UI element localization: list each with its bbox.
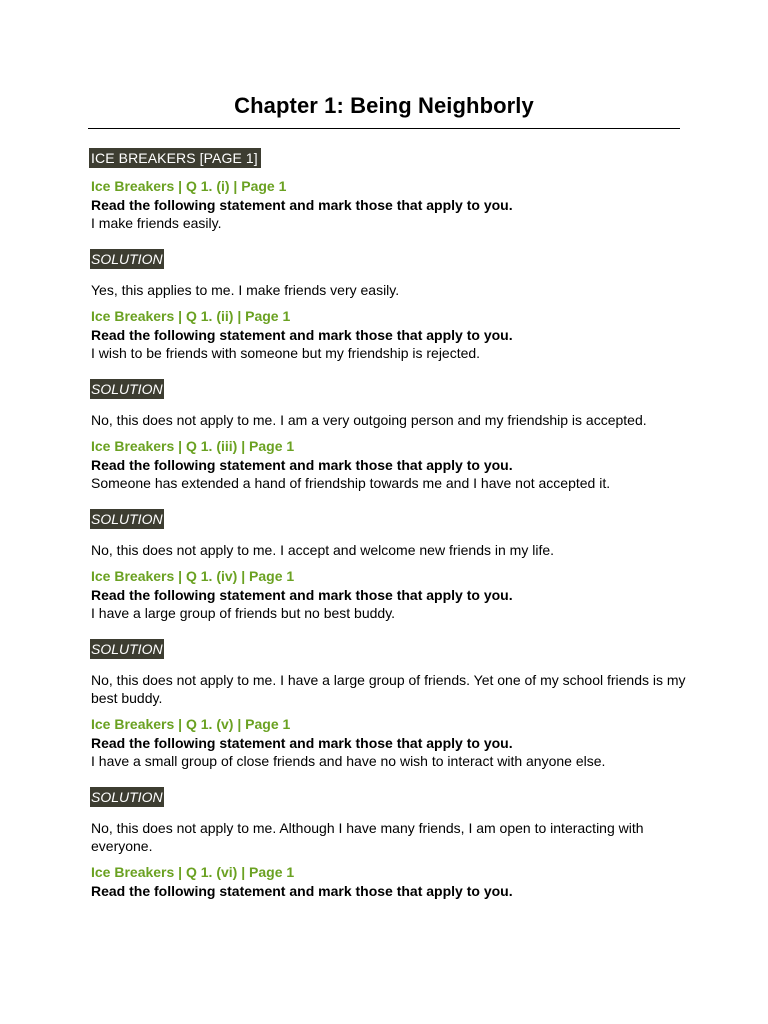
solution-label: SOLUTION <box>91 511 163 527</box>
question-block <box>91 715 691 855</box>
question-instruction: Read the following statement and mark those that apply to you. <box>91 197 513 213</box>
questions-list <box>91 177 691 900</box>
solution-answer: No, this does not apply to me. Although I have many friends, I am open to interacting with everyone. <box>91 820 644 854</box>
question-block <box>91 177 691 299</box>
solution-label: SOLUTION <box>91 381 163 397</box>
section-label: ICE BREAKERS [PAGE 1] <box>89 148 261 168</box>
question-statement: I make friends easily. <box>91 215 222 231</box>
question-instruction: Read the following statement and mark those that apply to you. <box>91 327 513 343</box>
solution-answer: No, this does not apply to me. I have a large group of friends. Yet one of my school friends is my best buddy. <box>91 672 686 706</box>
question-statement: I have a large group of friends but no best buddy. <box>91 605 396 621</box>
solution-answer: No, this does not apply to me. I accept and welcome new friends in my life. <box>91 542 555 558</box>
question-heading: Ice Breakers | Q 1. (ii) | Page 1 <box>91 308 291 324</box>
solution-label: SOLUTION <box>91 641 163 657</box>
solution-label: SOLUTION <box>91 251 163 267</box>
question-block <box>91 437 691 559</box>
solution-answer: No, this does not apply to me. I am a very outgoing person and my friendship is accepted. <box>91 412 647 428</box>
chapter-title: Chapter 1: Being Neighborly <box>234 93 534 118</box>
question-block <box>91 307 691 429</box>
question-statement: Someone has extended a hand of friendship towards me and I have not accepted it. <box>91 475 611 491</box>
question-heading: Ice Breakers | Q 1. (iii) | Page 1 <box>91 438 295 454</box>
question-block <box>91 567 691 707</box>
question-statement: I wish to be friends with someone but my friendship is rejected. <box>91 345 481 361</box>
question-heading: Ice Breakers | Q 1. (v) | Page 1 <box>91 716 291 732</box>
question-instruction: Read the following statement and mark those that apply to you. <box>91 587 513 603</box>
title-divider <box>88 128 680 129</box>
question-statement: I have a small group of close friends and have no wish to interact with anyone else. <box>91 753 606 769</box>
question-instruction: Read the following statement and mark those that apply to you. <box>91 457 513 473</box>
solution-label: SOLUTION <box>91 789 163 805</box>
question-block <box>91 863 691 900</box>
question-heading: Ice Breakers | Q 1. (i) | Page 1 <box>91 178 287 194</box>
question-instruction: Read the following statement and mark those that apply to you. <box>91 883 513 899</box>
question-instruction: Read the following statement and mark those that apply to you. <box>91 735 513 751</box>
question-heading: Ice Breakers | Q 1. (iv) | Page 1 <box>91 568 295 584</box>
question-heading: Ice Breakers | Q 1. (vi) | Page 1 <box>91 864 295 880</box>
solution-answer: Yes, this applies to me. I make friends very easily. <box>91 282 400 298</box>
